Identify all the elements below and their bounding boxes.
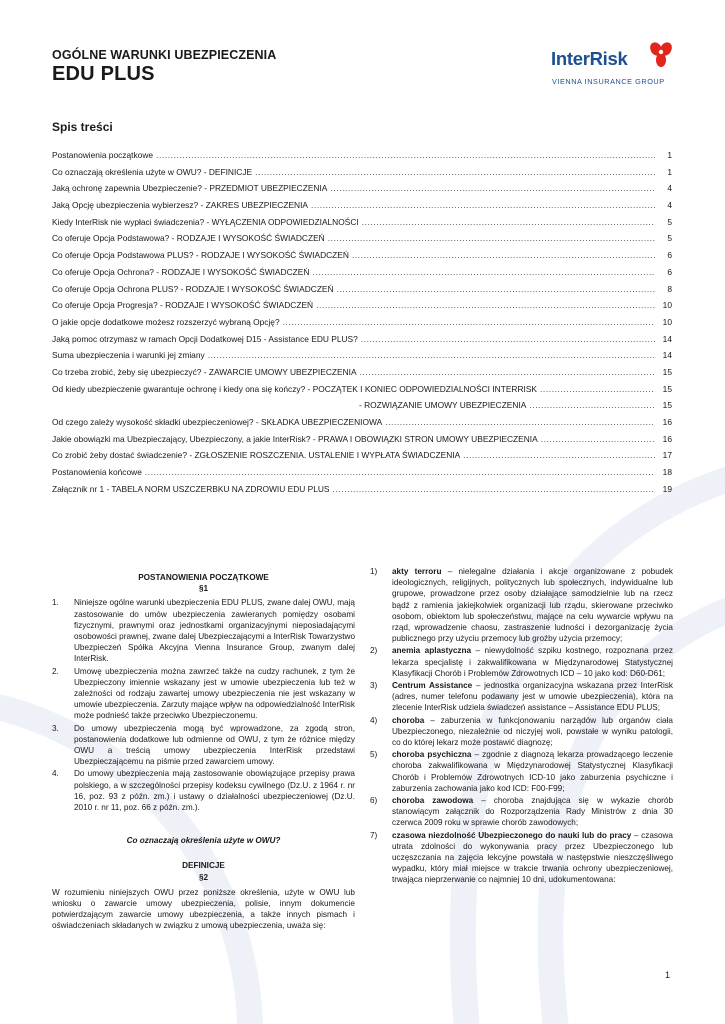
definition-text: – zaburzenia w funkcjonowaniu narządów lub organów ciała Ubezpieczonego, niezależnie od niczyjej woli, powstałe w wyniku patologii, co do której lekarz może postawić diagnozę;: [392, 715, 673, 748]
toc-page-number: 4: [667, 200, 672, 211]
toc-page-number: 1: [667, 150, 672, 160]
definition-term: czasowa niezdolność Ubezpieczonego do nauki lub do pracy: [392, 830, 632, 840]
toc-row[interactable]: [52, 150, 672, 167]
toc-row[interactable]: [52, 484, 672, 501]
toc-entry-text: Kiedy InterRisk nie wypłaci świadczenia? - WYŁĄCZENIA ODPOWIEDZIALNOŚCI: [52, 216, 359, 227]
document-title: EDU PLUS: [52, 63, 155, 85]
toc-entry-text: Co oferuje Opcja Podstawowa? - RODZAJE I WYSOKOŚĆ ŚWIADCZEŃ: [52, 233, 325, 244]
interrisk-logo: [551, 40, 676, 95]
definition-number: 7): [370, 830, 378, 840]
toc-leader-dots: [352, 250, 655, 260]
toc-entry-text: Postanowienia końcowe: [52, 467, 142, 478]
toc-page-number: 5: [667, 233, 672, 244]
toc-page-number: 17: [662, 450, 672, 461]
definition-term: choroba psychiczna: [392, 750, 472, 760]
definition-body: [392, 715, 673, 749]
document-header: [52, 48, 276, 86]
toc-leader-dots: [283, 317, 655, 327]
toc-page-number: 16: [662, 417, 672, 427]
toc-entry-text: Co oferuje Opcja Progresja? - RODZAJE I WYSOKOŚĆ ŚWIADCZEŃ: [52, 300, 314, 311]
toc-leader-dots: [360, 367, 655, 377]
toc-entry-text: Jaką pomoc otrzymasz w ramach Opcji Dodatkowej D15 - Assistance EDU PLUS?: [52, 333, 358, 344]
toc-leader-dots: [330, 183, 655, 193]
toc-row[interactable]: [52, 267, 672, 284]
provision-item: [52, 768, 355, 813]
provision-text: Do umowy ubezpieczenia mają zastosowanie obowiązujące przepisy prawa polskiego, a w szczególności przepisy kodeksu cywilnego (Dz.U. z 1964 r. nr 16, poz. 93 z późn. zm.) i ustawy o działalności ubezpieczeniowej (Dz.U. 2010 r. nr 11, poz. 66 z późn. zm.).: [74, 769, 355, 813]
provision-number: 2.: [52, 666, 59, 676]
toc-page-number: 14: [662, 333, 672, 344]
toc-page-number: 4: [667, 183, 672, 194]
definitions-title: DEFINICJE: [182, 861, 225, 871]
definition-item: [370, 566, 673, 644]
toc-row[interactable]: [52, 400, 672, 417]
right-column-definitions: [370, 566, 673, 887]
toc-page-number: 6: [667, 266, 672, 277]
toc-leader-dots: [361, 334, 655, 344]
definition-text: – jednostka organizacyjna wskazana przez InterRisk (adres, numer telefonu podawany jest w umowie ubezpieczenia), która na zlecenie InterRisk udziela świadczeń assistance – Assistance EDU PLUS;: [392, 681, 673, 713]
toc-row[interactable]: [52, 300, 672, 317]
toc-leader-dots: [145, 467, 655, 477]
definition-item: [370, 715, 673, 749]
toc-heading: Spis treści: [52, 120, 113, 134]
toc-page-number: 16: [662, 433, 672, 444]
definition-number: 5): [370, 750, 378, 760]
definition-number: 3): [370, 681, 378, 691]
toc-entry-text: Jakie obowiązki ma Ubezpieczający, Ubezpieczony, a jakie InterRisk? - PRAWA I OBOWIĄZKI STRON UMOWY UBEZPIECZENIA: [52, 433, 538, 444]
provisions-list: [52, 597, 355, 813]
toc-row[interactable]: [52, 417, 672, 434]
provision-number: 3.: [52, 723, 59, 733]
provision-number: 1.: [52, 598, 59, 608]
logo-tagline: VIENNA INSURANCE GROUP: [552, 77, 665, 86]
definition-body: [392, 830, 673, 886]
toc-page-number: 6: [667, 250, 672, 261]
provision-text: Umowę ubezpieczenia można zawrzeć także na cudzy rachunek, z tym że Ubezpieczony imiennie wskazany jest w umowie ubezpieczenia lub też w zależności od rodzaju zawartej umowy ubezpieczenia nie jest wskazany w umowie ubezpieczenia. Zarzuty mające wpływ na odpowiedzialność InterRisk może podnieść także przeciwko Ubezpieczonemu.: [74, 666, 355, 721]
toc-page-number: 10: [662, 316, 672, 327]
definition-term: choroba: [392, 715, 425, 725]
definition-term: Centrum Assistance: [392, 681, 473, 691]
definition-body: [392, 566, 673, 644]
toc-leader-dots: [255, 167, 655, 177]
toc-row[interactable]: [52, 250, 672, 267]
toc-leader-dots: [540, 384, 655, 394]
page-number: 1: [665, 970, 671, 980]
toc-entry-text: Od czego zależy wysokość składki ubezpieczeniowej? - SKŁADKA UBEZPIECZENIOWA: [52, 417, 383, 427]
flower-icon: [647, 40, 675, 70]
toc-entry-text: Jaką Opcję ubezpieczenia wybierzesz? - ZAKRES UBEZPIECZENIA: [52, 200, 308, 211]
definition-text: – nielegalne działania i akcje organizowane z pobudek ideologicznych, religijnych, politycznych lub społecznych, indywidualne lub grupowe, prowadzone przez osoby działające samodzielnie lub na rzecz bądź z ramienia jakiejkolwiek organizacji lub rządu, skierowane przeciwko osobom, obiektom lub społeczeństwu, mające na celu wywarcie wpływu na rząd, wprowadzenie chaosu, zastraszenie ludności i dezorganizację życia publicznego przy użyciu przemocy lub groźby użycia przemocy;: [392, 567, 673, 644]
toc-row[interactable]: [52, 467, 672, 484]
toc-page-number: 10: [662, 300, 672, 311]
toc-row[interactable]: [52, 217, 672, 234]
toc-page-number: 14: [662, 350, 672, 361]
provision-item: [52, 597, 355, 664]
definition-term: anemia aplastyczna: [392, 646, 472, 656]
definition-item: [370, 680, 673, 714]
toc-row[interactable]: [52, 450, 672, 467]
definition-item: [370, 645, 673, 679]
toc-page-number: 15: [662, 383, 672, 394]
toc-row[interactable]: [52, 384, 672, 401]
toc-row[interactable]: [52, 334, 672, 351]
toc-row[interactable]: [52, 367, 672, 384]
provision-number: 4.: [52, 769, 59, 779]
toc-leader-dots: [208, 350, 655, 360]
definitions-question: Co oznaczają określenia użyte w OWU?: [126, 836, 281, 846]
definitions-intro: W rozumieniu niniejszych OWU przez poniższe określenia, użyte w OWU lub wniosku o zawarcie umowy ubezpieczenia, polisie, innym dokumencie potwierdzającym zawarcie umowy ubezpieczenia, a także innych pismach i oświadczeniach składanych w związku z umową ubezpieczenia, uważa się:: [52, 887, 355, 931]
toc-row[interactable]: [52, 350, 672, 367]
toc-leader-dots: [541, 434, 655, 444]
table-of-contents: [52, 150, 672, 500]
definitions-paragraph-mark: §2: [198, 872, 209, 882]
toc-row[interactable]: [52, 233, 672, 250]
document-subtitle: OGÓLNE WARUNKI UBEZPIECZENIA: [52, 48, 277, 62]
toc-row[interactable]: [52, 284, 672, 301]
toc-page-number: 15: [662, 366, 672, 377]
toc-entry-text: Jaką ochronę zapewnia Ubezpieczenie? - PRZEDMIOT UBEZPIECZENIA: [52, 183, 328, 194]
toc-leader-dots: [385, 417, 655, 427]
toc-entry-text: Co oferuje Opcja Ochrona PLUS? - RODZAJE I WYSOKOŚĆ ŚWIADCZEŃ: [52, 283, 334, 294]
toc-entry-text: Załącznik nr 1 - TABELA NORM USZCZERBKU NA ZDROWIU EDU PLUS: [52, 483, 330, 494]
toc-leader-dots: [529, 400, 655, 410]
toc-entry-text: Co oferuje Opcja Podstawowa PLUS? - RODZAJE I WYSOKOŚĆ ŚWIADCZEŃ: [52, 250, 349, 261]
toc-entry-text: O jakie opcje dodatkowe możesz rozszerzyć wybraną Opcję?: [52, 316, 280, 327]
toc-entry-text: Postanowienia początkowe: [52, 150, 154, 160]
toc-leader-dots: [311, 200, 655, 210]
logo-brand-text: InterRisk: [551, 48, 628, 69]
definition-body: [392, 749, 673, 794]
toc-row[interactable]: [52, 317, 672, 334]
section-title: POSTANOWIENIA POCZĄTKOWE: [138, 573, 269, 582]
definition-item: [370, 795, 673, 829]
definition-body: [392, 680, 673, 714]
toc-leader-dots: [333, 484, 655, 494]
left-column: [52, 572, 355, 932]
toc-entry-text: Co oferuje Opcja Ochrona? - RODZAJE I WYSOKOŚĆ ŚWIADCZEŃ: [52, 266, 310, 277]
toc-page-number: 15: [662, 400, 672, 411]
definition-item: [370, 749, 673, 794]
toc-row[interactable]: [52, 434, 672, 451]
toc-row[interactable]: [52, 183, 672, 200]
toc-entry-text: Od kiedy ubezpieczenie gwarantuje ochronę i kiedy ona się kończy? - POCZĄTEK I KONIEC ODPOWIEDZIALNOŚCI INTERRISK: [52, 383, 537, 394]
definition-term: choroba zawodowa: [392, 796, 474, 806]
definition-text: – zgodnie z diagnozą lekarza prowadzącego leczenie choroba zakwalifikowana w Międzynarodowej Statystycznej Klasyfikacji Chorób i Problemów Zdrowotnych ICD-10 jako zaburzenia psychiczne i zaburzenia zachowania jako kod ICD: F00-F99;: [392, 750, 673, 793]
definition-text: – czasowa utrata zdolności do wykonywania pracy przez Ubezpieczonego lub uczęszczania na zajęcia lekcyjne powstała w następstwie nieszczęśliwego wypadku, który miał miejsce w trakcie trwania ochrony ubezpieczeniowej, trwająca nieprzerwanie co najmniej 10 dni, udokumentowana:: [392, 830, 673, 885]
definition-item: [370, 830, 673, 886]
provision-item: [52, 723, 355, 768]
toc-entry-text: Co oznaczają określenia użyte w OWU? - DEFINICJE: [52, 166, 253, 177]
provision-text: Niniejsze ogólne warunki ubezpieczenia EDU PLUS, zwane dalej OWU, mają zastosowanie do umów ubezpieczenia zawieranych pomiędzy osobami fizycznymi, prawnymi oraz jednostkami organizacyjnymi nieposiadającymi osobowości prawnej, zwane dalej Ubezpieczającymi a InterRisk Towarzystwo Ubezpieczeń Spółka Akcyjna Vienna Insurance Group, zwanym dalej InterRisk.: [74, 598, 355, 664]
definition-number: 6): [370, 796, 378, 806]
toc-row[interactable]: [52, 200, 672, 217]
definition-number: 1): [370, 567, 378, 576]
definition-text: – niewydolność szpiku kostnego, rozpoznana przez lekarza specjalistę i zakwalifikowana w Międzynarodowej Statystycznej Klasyfikacji Chorób i Problemów Zdrowotnych ICD – 10 jako kod: D60-D61;: [392, 646, 673, 678]
toc-leader-dots: [337, 284, 655, 294]
definition-body: [392, 795, 673, 829]
toc-leader-dots: [312, 267, 655, 277]
toc-entry-text: - ROZWIĄZANIE UMOWY UBEZPIECZENIA: [359, 400, 527, 411]
toc-row[interactable]: [52, 167, 672, 184]
toc-page-number: 8: [667, 283, 672, 294]
toc-page-number: 18: [662, 467, 672, 478]
definition-number: 2): [370, 646, 378, 656]
definition-number: 4): [370, 715, 378, 725]
toc-page-number: 1: [667, 166, 672, 177]
toc-entry-text: Co zrobić żeby dostać świadczenie? - ZGŁOSZENIE ROSZCZENIA. USTALENIE I WYPŁATA ŚWIADCZENIA: [52, 450, 461, 461]
toc-entry-text: Suma ubezpieczenia i warunki jej zmiany: [52, 350, 205, 361]
toc-entry-text: Co trzeba zrobić, żeby się ubezpieczyć? - ZAWARCIE UMOWY UBEZPIECZENIA: [52, 366, 357, 377]
toc-leader-dots: [316, 300, 655, 310]
definition-body: [392, 645, 673, 679]
toc-leader-dots: [156, 150, 655, 160]
provision-text: Do umowy ubezpieczenia mogą być wprowadzone, za zgodą stron, postanowienia dodatkowe lub odmienne od OWU, z tym że różnice między OWU a treścią umowy ubezpieczenia InterRisk przedstawi Ubezpieczającemu na piśmie przed zawarciem umowy.: [74, 723, 355, 767]
toc-page-number: 5: [667, 216, 672, 227]
toc-leader-dots: [362, 217, 655, 227]
toc-page-number: 19: [662, 483, 672, 494]
toc-leader-dots: [328, 233, 655, 243]
provision-item: [52, 666, 355, 722]
toc-leader-dots: [463, 450, 655, 460]
definition-term: akty terroru: [392, 567, 442, 576]
section-paragraph-mark: §1: [198, 584, 209, 594]
definition-text: – choroba znajdująca się w wykazie chorób stanowiącym załącznik do Rozporządzenia Rady Ministrów z dnia 30 czerwca 2009 roku w sprawie chorób zawodowych;: [392, 796, 673, 828]
